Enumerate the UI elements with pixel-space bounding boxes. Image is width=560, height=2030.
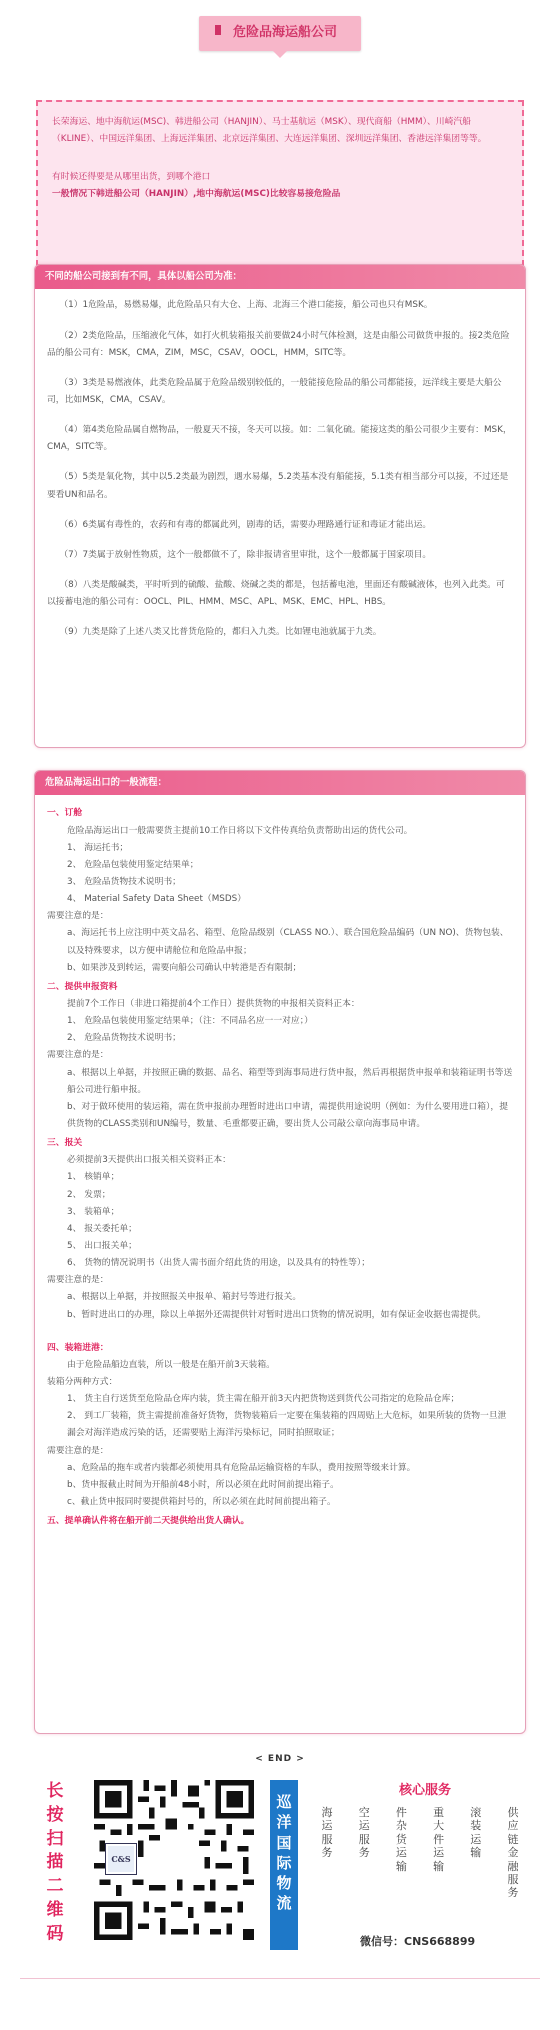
section-title-booking: 一、订舱	[47, 808, 83, 819]
section-text: 危险品海运出口一般需要货主提前10工作日将以下文件传真给负责帮助出运的货代公司。	[67, 825, 413, 836]
spacer	[47, 1324, 513, 1338]
scan-prompt: 长按扫描二维码	[46, 1781, 64, 1944]
section-note: 需要注意的是：	[47, 1445, 109, 1456]
note-item: b、暂时进出口的办理，除以上单据外还需提供针对暂时进出口货物的情况说明，如有保证金收据也需提供。	[67, 1309, 487, 1320]
intro-box	[36, 100, 524, 266]
note-item: a、根据以上单据，并按照正确的数据、品名、箱型等到海事局进行货申报，然后再根据货申报单和装箱证明书等送船公司进行船申报。	[67, 1067, 513, 1095]
card1-body	[35, 289, 525, 649]
note-item: b、如果涉及到转运，需要向船公司确认中转港是否有限制；	[67, 962, 302, 973]
list-item: 1、 货主自行送货至危险品仓库内装，货主需在船开前3天内把货物送到货代公司指定的危险品仓库；	[67, 1394, 460, 1405]
title-arrow	[273, 51, 287, 58]
class-paragraph: （8）八类是酸碱类，平时听到的硫酸、盐酸、烧碱之类的都是，包括蓄电池，里面还有酸碱液体，也列入此类。可以接蓄电池的船公司有：OOCL、PIL、HMM、MSC、APL、MSK、EMC、HPL、HBS。	[47, 580, 505, 608]
section-title-bl-confirmation: 五、提单确认件将在船开前二天提供给出货人确认。	[47, 1516, 250, 1527]
service-item: 滚装运输	[470, 1806, 482, 1860]
note-item: a、危险品的拖车或者内装都必须使用具有危险品运输资格的车队，费用按照等级来计算。	[67, 1462, 416, 1473]
brand-bar: 巡洋国际物流	[270, 1780, 298, 1950]
class-paragraph: （3）3类是易燃液体，此类危险品属于危险品级别较低的，一般能接危险品的船公司都能接，远洋线主要是大船公司，比如MSK，CMA，CSAV。	[47, 377, 502, 406]
title-wrap	[0, 16, 560, 51]
list-item: 2、 到工厂装箱，货主需提前准备好货物，货物装箱后一定要在集装箱的四周贴上大危标，如果所装的货物一旦泄漏会对海洋造成污染的话，还需要贴上海洋污染标记，同时拍照取证；	[67, 1411, 507, 1439]
qr-logo: C&S	[106, 1844, 136, 1874]
section-text: 装箱分两种方式：	[47, 1376, 118, 1387]
card1-header: 不同的船公司接到有不同，具体以船公司为准：	[35, 265, 525, 289]
class-paragraph: （5）5类是氧化物，其中以5.2类最为剧烈，遇水易爆，5.2类基本没有船能接，5.1类有相当部分可以接，不过还是要看UN和品名。	[47, 472, 509, 500]
service-item: 重大件运输	[433, 1806, 445, 1873]
list-item: 1、 危险品包装使用鉴定结果单；（注：不同品名应一一对应；）	[67, 1016, 313, 1027]
page-title-text: 危险品海运船公司	[232, 25, 337, 40]
section-text: 提前7个工作日（非进口箱提前4个工作日）提供货物的申报相关资料正本：	[67, 999, 360, 1009]
section-text: 必须提前3天提供出口报关相关资料正本：	[67, 1155, 231, 1166]
class-paragraph: （4）第4类危险品属自燃物品，一般夏天不接，冬天可以接。如：二氧化硫。能接这类的船公司很少主要有：MSK，CMA，SITC等。	[47, 425, 512, 453]
footer	[40, 1780, 520, 1950]
bottom-divider	[20, 1978, 540, 1979]
service-item: 供应链金融服务	[507, 1806, 519, 1900]
service-item: 件杂货运输	[395, 1806, 407, 1873]
list-item: 5、 出口报关单；	[67, 1240, 137, 1251]
note-item: b、对于做环使用的装运箱，需在货申报前办理暂时进出口申请，需提供用途说明（例如：为什么要用进口箱），提供货物的CLASS类别和UN编号，数量、毛重都要正确，要出货人公司敲公章向海事局申请。	[67, 1101, 509, 1129]
note-item: b、货申报截止时间为开船前48小时，所以必须在此时间前提出箱子。	[67, 1479, 339, 1490]
shipping-classes-card	[34, 264, 526, 748]
section-text: 由于危险品船边直装，所以一般是在船开前3天装箱。	[67, 1359, 275, 1370]
section-title-customs: 三、报关	[47, 1138, 83, 1149]
intro-question: 有时候还得要是从哪里出货，到哪个港口	[52, 172, 211, 183]
class-paragraph: （6）6类属有毒性的，农药和有毒的都属此列，剧毒的话，需要办理路通行证和毒证才能出运。	[59, 519, 432, 530]
intro-companies: 长荣海运、地中海航运(MSC)、韩进船公司（HANJIN）、马士基航运（MSK）、现代商船（HMM）、川崎汽船（KLINE）、中国远洋集团、上海远洋集团、北京远洋集团、大连远洋集团、深圳远洋集团、香港远洋集团等等。	[52, 117, 487, 144]
list-item: 1、 海运托书；	[67, 842, 129, 853]
section-title-declaration: 二、提供申报资料	[47, 981, 118, 992]
list-item: 2、 危险品包装使用鉴定结果单；	[67, 859, 199, 870]
note-item: a、根据以上单据，并按照报关申报单、箱封号等进行报关。	[67, 1292, 302, 1303]
list-item: 4、 Material Safety Data Sheet（MSDS）	[67, 894, 247, 905]
service-item: 海运服务	[321, 1806, 333, 1860]
class-paragraph: （7）7类属于放射性物质，这个一般都做不了，除非报请省里审批，这个一般都属于国家项目。	[59, 549, 432, 560]
section-note: 需要注意的是：	[47, 911, 109, 922]
note-item: a、海运托书上应注明中英文品名、箱型、危险品级别（CLASS NO.）、联合国危险品编码（UN NO)、货物包装、以及特殊要求，以方便申请舱位和危险品申报；	[67, 928, 509, 956]
export-process-card	[34, 770, 526, 1734]
section-note: 需要注意的是：	[47, 1275, 109, 1286]
title-marker	[215, 25, 221, 35]
class-paragraph: （9）九类是除了上述八类又比普货危险的，都归入九类。比如锂电池就属于九类。	[59, 627, 382, 638]
list-item: 2、 发票；	[67, 1189, 111, 1200]
services-title: 核心服务	[398, 1783, 451, 1798]
services-list	[320, 1806, 520, 1916]
list-item: 1、 核销单；	[67, 1172, 120, 1183]
intro-conclusion: 一般情况下韩进船公司（HANJIN）,地中海航运(MSC)比较容易接危险品	[52, 189, 341, 200]
page-title	[199, 16, 361, 51]
wechat-id: 微信号：CNS668899	[360, 1935, 476, 1948]
list-item: 4、 报关委托单；	[67, 1223, 137, 1234]
service-item: 空运服务	[358, 1806, 370, 1860]
note-item: c、截止货申报同时要提供箱封号的，所以必须在此时间前提出箱子。	[67, 1496, 336, 1507]
list-item: 2、 危险品货物技术说明书；	[67, 1033, 181, 1044]
list-item: 3、 装箱单；	[67, 1206, 120, 1217]
list-item: 3、 危险品货物技术说明书；	[67, 877, 181, 888]
end-mark: < END >	[255, 1754, 305, 1764]
section-note: 需要注意的是：	[47, 1050, 109, 1061]
section-title-loading: 四、装箱进港：	[47, 1342, 109, 1353]
card2-header: 危险品海运出口的一般流程：	[35, 771, 525, 795]
list-item: 6、 货物的情况说明书（出货人需书面介绍此货的用途，以及具有的特性等）；	[67, 1258, 371, 1269]
class-paragraph: （2）2类危险品，压缩液化气体，如打火机装箱报关前要做24小时气体检测，这是由船公司做货申报的。接2类危险品的船公司有：MSK，CMA，ZIM，MSC，CSAV，OOCL，HMM，SITC等。	[47, 330, 510, 358]
class-paragraph: （1）1危险品，易燃易爆，此危险品只有大仓、上海、北海三个港口能接，船公司也只有MSK。	[59, 300, 433, 311]
card2-body	[35, 795, 525, 1538]
